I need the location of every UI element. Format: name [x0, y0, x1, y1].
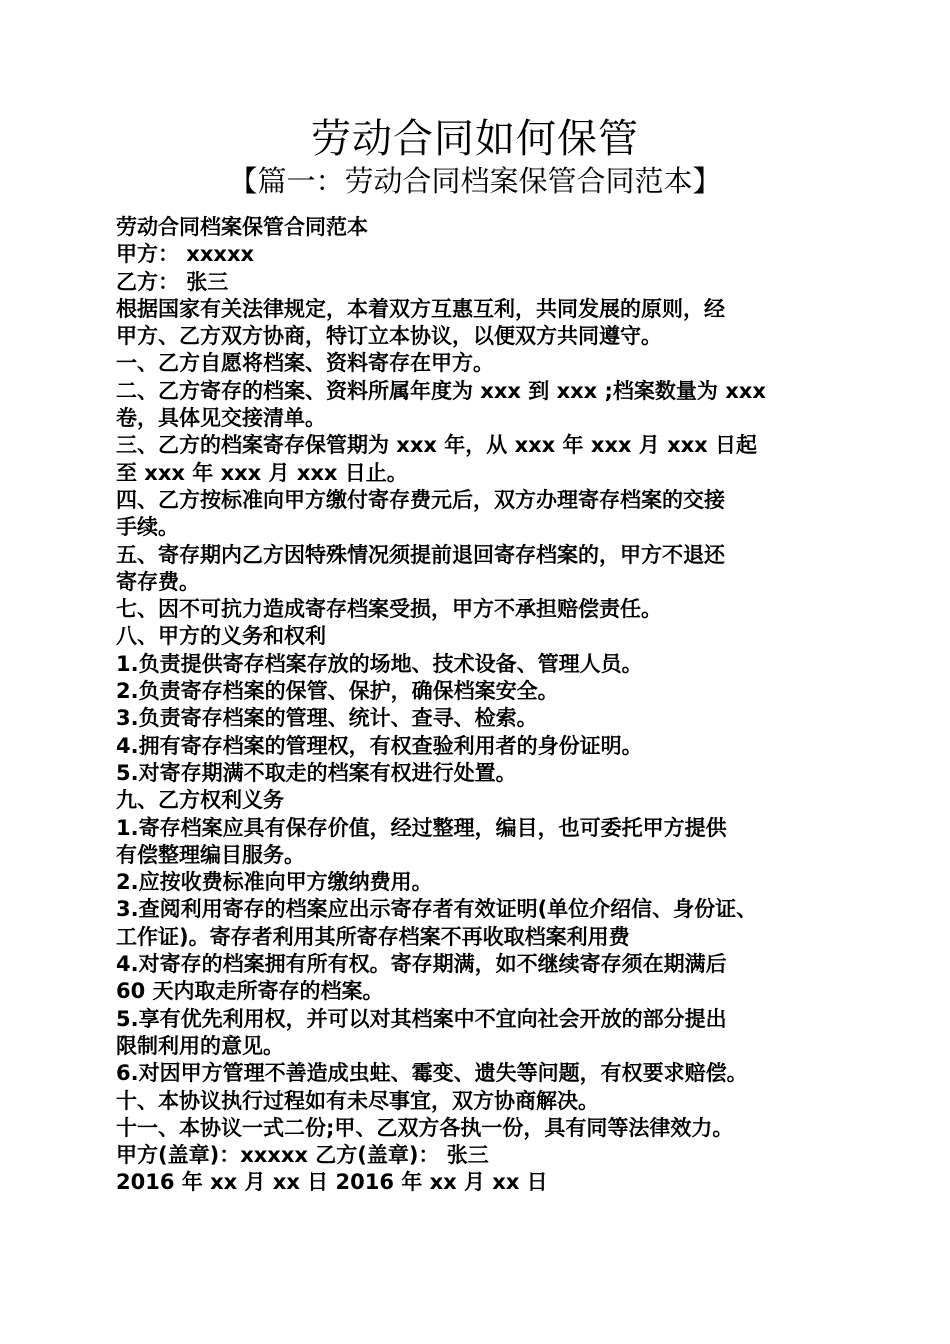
document-line: 乙方： 张三	[116, 269, 229, 294]
document-line: 十一、本协议一式二份;甲、乙双方各执一份，具有同等法律效力。	[116, 1115, 734, 1140]
document-line: 2.应按收费标准向甲方缴纳费用。	[116, 870, 433, 895]
document-subtitle: 【篇一：劳动合同档案保管合同范本】	[228, 164, 722, 198]
document-line: 五、寄存期内乙方因特殊情况须提前退回寄存档案的，甲方不退还	[116, 542, 725, 567]
document-line: 4.拥有寄存档案的管理权，有权查验利用者的身份证明。	[116, 733, 643, 758]
document-line: 2016 年 xx 月 xx 日 2016 年 xx 月 xx 日	[116, 1170, 548, 1195]
document-line: 工作证)。寄存者利用其所寄存档案不再收取档案利用费	[116, 924, 630, 949]
document-line: 九、乙方权利义务	[116, 788, 284, 813]
document-line: 1.寄存档案应具有保存价值，经过整理，编目，也可委托甲方提供	[116, 815, 727, 840]
document-line: 有偿整理编目服务。	[116, 842, 305, 867]
document-line: 3.负责寄存档案的管理、统计、查寻、检索。	[116, 706, 538, 731]
document-line: 60 天内取走所寄存的档案。	[116, 979, 384, 1004]
document-line: 手续。	[116, 515, 179, 540]
document-line: 3.查阅利用寄存的档案应出示寄存者有效证明(单位介绍信、身份证、	[116, 897, 758, 922]
document-line: 6.对因甲方管理不善造成虫蛀、霉变、遗失等问题，有权要求赔偿。	[116, 1061, 748, 1086]
document-line: 甲方： xxxxx	[116, 242, 255, 267]
document-line: 寄存费。	[116, 569, 200, 594]
document-line: 一、乙方自愿将档案、资料寄存在甲方。	[116, 351, 494, 376]
document-line: 1.负责提供寄存档案存放的场地、技术设备、管理人员。	[116, 651, 643, 676]
document-line: 5.享有优先利用权，并可以对其档案中不宜向社会开放的部分提出	[116, 1006, 727, 1031]
document-line: 卷，具体见交接清单。	[116, 406, 326, 431]
document-line: 甲方(盖章)：xxxxx 乙方(盖章)： 张三	[116, 1143, 489, 1168]
document-body	[116, 214, 836, 1197]
document-title: 劳动合同如何保管	[311, 116, 639, 162]
document-line: 七、因不可抗力造成寄存档案受损，甲方不承担赔偿责任。	[116, 597, 662, 622]
document-line: 二、乙方寄存的档案、资料所属年度为 xxx 到 xxx ;档案数量为 xxx	[116, 378, 766, 403]
document-line: 限制利用的意见。	[116, 1033, 284, 1058]
document-line: 根据国家有关法律规定，本着双方互惠互利，共同发展的原则，经	[116, 296, 725, 321]
document-line: 至 xxx 年 xxx 月 xxx 日止。	[116, 460, 408, 485]
document-line: 十、本协议执行过程如有未尽事宜，双方协商解决。	[116, 1088, 599, 1113]
document-line: 劳动合同档案保管合同范本	[116, 215, 368, 239]
document-line: 4.对寄存的档案拥有所有权。寄存期满，如不继续寄存须在期满后	[116, 952, 727, 977]
document-line: 三、乙方的档案寄存保管期为 xxx 年，从 xxx 年 xxx 月 xxx 日起	[116, 433, 758, 458]
document-line: 八、甲方的义务和权利	[116, 624, 326, 649]
document-line: 四、乙方按标准向甲方缴付寄存费元后，双方办理寄存档案的交接	[116, 487, 725, 512]
document-line: 甲方、乙方双方协商，特订立本协议，以便双方共同遵守。	[116, 324, 662, 349]
document-line: 2.负责寄存档案的保管、保护，确保档案安全。	[116, 679, 559, 704]
document-line: 5.对寄存期满不取走的档案有权进行处置。	[116, 760, 517, 785]
